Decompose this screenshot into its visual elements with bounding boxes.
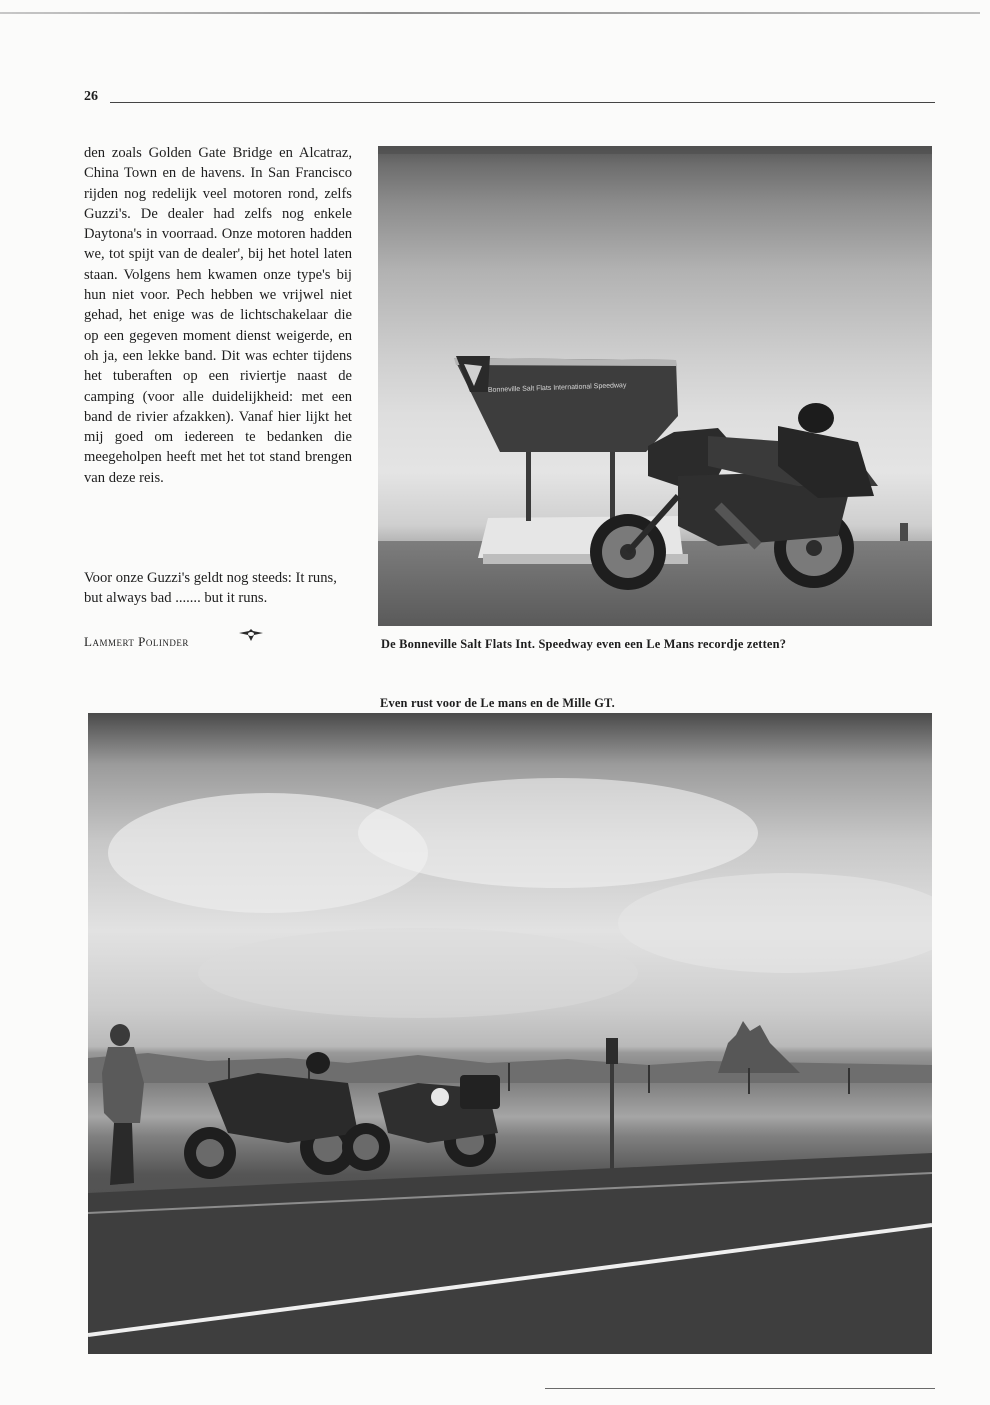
photo-bonneville bbox=[378, 146, 932, 626]
bottom-rule bbox=[545, 1388, 935, 1389]
article-body: den zoals Golden Gate Bridge en Alcatraz, China Town en de havens. In San Francisco rijden nog redelijk veel motoren rond, zelfs Guzzi's. De dealer had zelfs nog enkele Daytona's in voorraad. Onze motoren hadden we, tot spijt van de dealer', bij het hotel laten staan. Volgens hem kwamen onze type's bij hun niet voor. Pech hebben we vrijwel niet gehad, het enige was de lichtschakelaar die op een gegeven moment dienst weigerde, en oh ja, een lekke band. Dit was echter tijdens het tuberaften op een riviertje naast de camping (voor alle duidelijkheid: met een band de rivier afzakken). Vanaf hier lijkt het mij goed om iedereen te bedanken die meegeholpen heeft met het tot stand brengen van deze reis. bbox=[84, 145, 352, 486]
page-number: 26 bbox=[84, 89, 98, 104]
photo-caption-bottom: Even rust voor de Le mans en de Mille GT. bbox=[380, 696, 615, 710]
header-rule bbox=[110, 102, 935, 103]
moto-guzzi-eagle-icon bbox=[238, 628, 264, 644]
photo-bonneville-scene bbox=[378, 146, 932, 626]
scan-top-edge bbox=[0, 12, 980, 14]
sign-text: Bonneville Salt Flats International Speedway bbox=[487, 382, 627, 394]
author-name-text: Lammert Polinder bbox=[84, 634, 189, 649]
author-name bbox=[84, 634, 189, 650]
photo-roadside bbox=[88, 713, 932, 1354]
photo-caption-top: De Bonneville Salt Flats Int. Speedway even een Le Mans recordje zetten? bbox=[381, 637, 787, 651]
article-closing: Voor onze Guzzi's geldt nog steeds: It runs, but always bad ....... but it runs. bbox=[84, 570, 337, 607]
photo-roadside-scene bbox=[88, 713, 932, 1354]
